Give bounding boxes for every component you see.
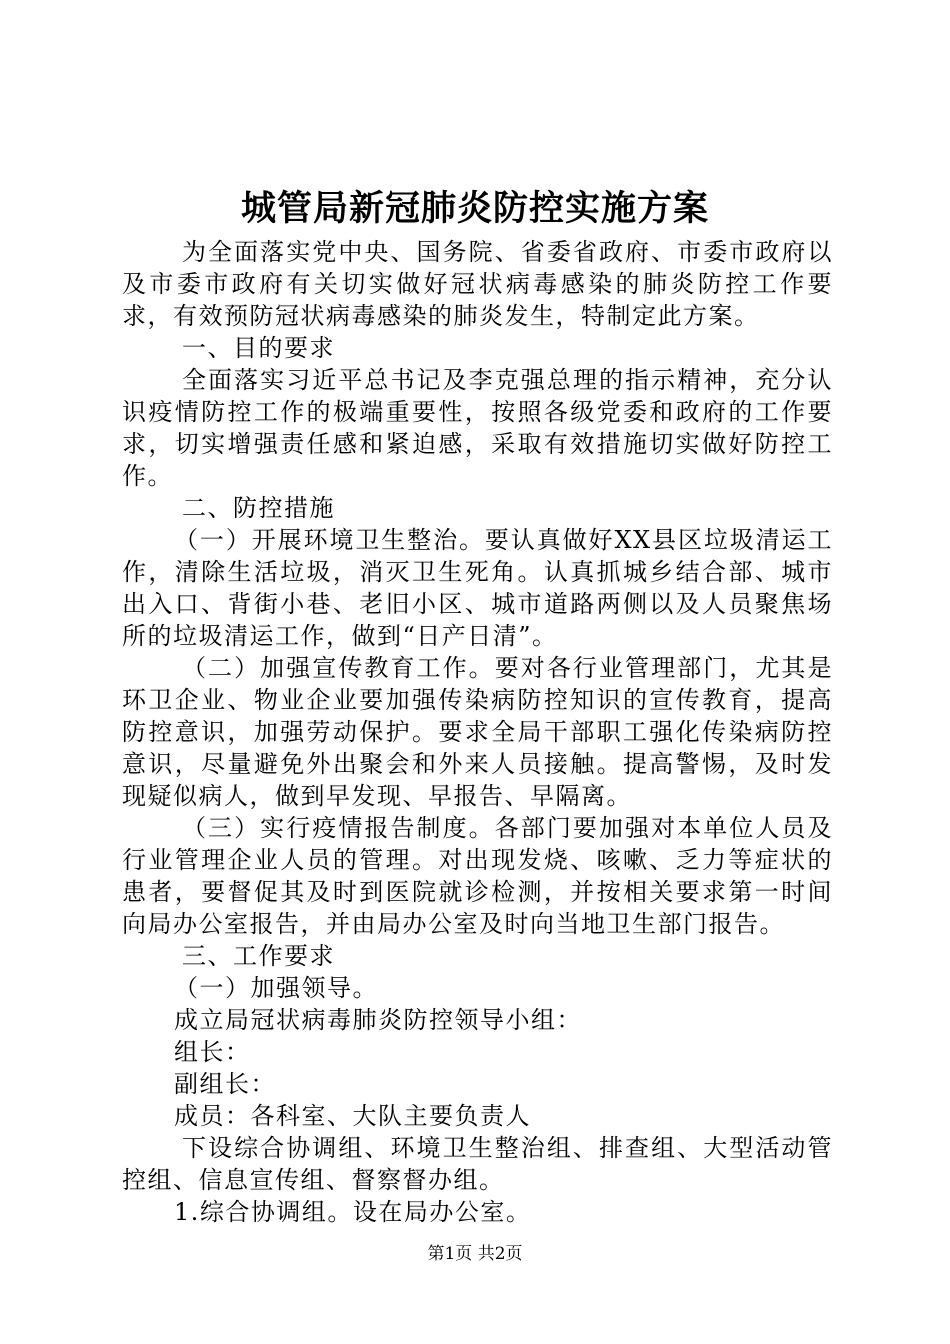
- section-heading-requirements: 三、工作要求: [182, 942, 335, 970]
- members-line: 成员：各科室、大队主要负责人: [174, 1102, 531, 1130]
- subgroups-paragraph: 下设综合协调组、环境卫生整治组、排查组、大型活动管控组、信息宣传组、督察督办组。: [122, 1134, 833, 1194]
- measure-1-paragraph: （一）开展环境卫生整治。要认真做好XX县区垃圾清运工作，清除生活垃圾，消灭卫生死角。认真抓城乡结合部、城市出入口、背街小巷、老旧小区、城市道路两侧以及人员聚焦场所的垃圾清运工作，做到“日产日清”。: [122, 526, 833, 650]
- section-heading-objectives: 一、目的要求: [182, 334, 335, 362]
- group-leader-line: 组长：: [174, 1038, 251, 1066]
- deputy-leader-line: 副组长：: [174, 1070, 276, 1098]
- intro-paragraph: 为全面落实党中央、国务院、省委省政府、市委市政府以及市委市政府有关切实做好冠状病毒感染的肺炎防控工作要求，有效预防冠状病毒感染的肺炎发生，特制定此方案。: [122, 238, 833, 330]
- document-title: 城管局新冠肺炎防控实施方案: [240, 188, 709, 229]
- objectives-paragraph: 全面落实习近平总书记及李克强总理的指示精神，充分认识疫情防控工作的极端重要性，按照各级党委和政府的工作要求，切实增强责任感和紧迫感，采取有效措施切实做好防控工作。: [122, 366, 833, 490]
- measure-2-paragraph: （二）加强宣传教育工作。要对各行业管理部门，尤其是环卫企业、物业企业要加强传染病防控知识的宣传教育，提高防控意识，加强劳动保护。要求全局干部职工强化传染病防控意识，尽量避免外出聚会和外来人员接触。提高警惕，及时发现疑似病人，做到早发现、早报告、早隔离。: [122, 654, 833, 810]
- page-footer: 第1页 共2页: [427, 1244, 523, 1264]
- requirement-1-heading: （一）加强领导。: [174, 974, 378, 1002]
- document-body: [122, 236, 833, 1228]
- coordination-group-line: 1.综合协调组。设在局办公室。: [174, 1198, 532, 1226]
- leading-group-line: 成立局冠状病毒肺炎防控领导小组：: [174, 1006, 582, 1034]
- section-heading-measures: 二、防控措施: [182, 494, 335, 522]
- measure-3-paragraph: （三）实行疫情报告制度。各部门要加强对本单位人员及行业管理企业人员的管理。对出现发烧、咳嗽、乏力等症状的患者，要督促其及时到医院就诊检测，并按相关要求第一时间向局办公室报告，并由局办公室及时向当地卫生部门报告。: [122, 814, 833, 938]
